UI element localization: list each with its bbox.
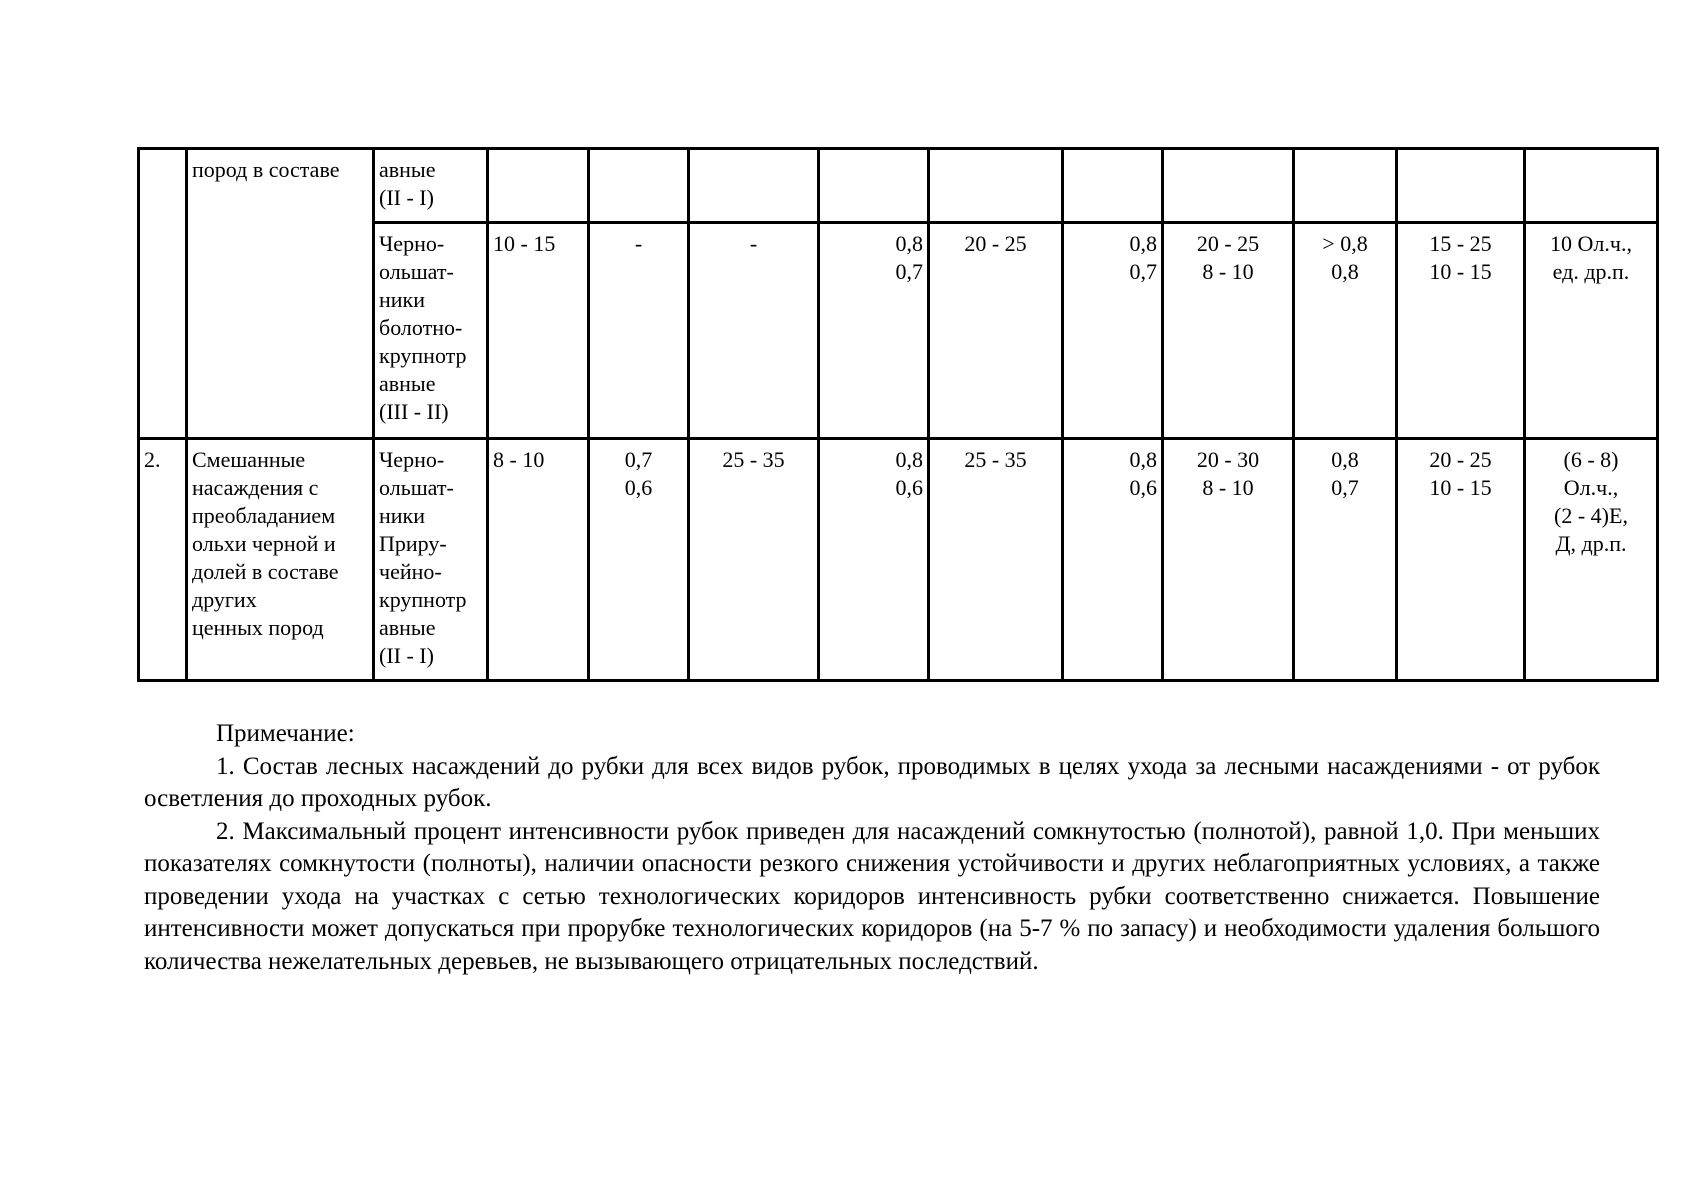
note-item: 1. Состав лесных насаждений до рубки для всех видов рубок, проводимых в целях ухода за лесными насаждениями - от рубок осветления до проходных рубок. [144,752,1600,812]
table-cell: - [589,223,689,439]
table-cell: 0,8 0,6 [819,439,929,681]
forest-type-cell: Черно- ольшат- ники болотно- крупнотр авные (III - II) [374,223,488,439]
table-cell: 10 Ол.ч., ед. др.п. [1525,223,1658,439]
table-cell: 25 - 35 [689,439,819,681]
table-row [139,439,1658,681]
table-cell: 0,8 0,7 [819,223,929,439]
table-cell: > 0,8 0,8 [1294,223,1397,439]
forest-type-cell: Черно- ольшат- ники Приру- чейно- крупнотр авные (II - I) [374,439,488,681]
table-cell: - [689,223,819,439]
table-cell [1397,149,1525,223]
row-number-cell: 2. [139,439,187,681]
table-cell: 0,8 0,7 [1294,439,1397,681]
table-cell: 20 - 25 10 - 15 [1397,439,1525,681]
table-cell [1163,149,1294,223]
table-cell [929,149,1063,223]
table-cell: 0,8 0,7 [1063,223,1163,439]
table-cell [1063,149,1163,223]
stand-name-cell: Смешанные насаждения с преобладанием ольхи черной и долей в составе других ценных пород [187,439,374,681]
table-cell: (6 - 8) Ол.ч., (2 - 4)Е, Д, др.п. [1525,439,1658,681]
table-cell: 0,7 0,6 [589,439,689,681]
table-cell [1525,149,1658,223]
notes-section [144,718,1600,978]
table-cell: 20 - 25 8 - 10 [1163,223,1294,439]
table-cell: 20 - 25 [929,223,1063,439]
notes-heading: Примечание: [216,720,355,747]
table-cell: 8 - 10 [488,439,589,681]
table-cell [819,149,929,223]
note-item: 2. Максимальный процент интенсивности рубок приведен для насаждений сомкнутостью (полнотой), равной 1,0. При меньших показателях сомкнутости (полноты), наличии опасности резкого снижения устойчивости и других неблагоприятных условиях, а также проведении ухода на участках с сетью технологических коридоров интенсивность рубки соответственно снижается. Повышение интенсивности может допускаться при прорубке технологических коридоров (на 5-7 % по запасу) и необходимости удаления большого количества нежелательных деревьев, не вызывающего отрицательных последствий. [144,817,1600,975]
forest-type-cell: авные (II - I) [374,149,488,223]
table-cell: 20 - 30 8 - 10 [1163,439,1294,681]
forest-stand-table [137,147,1659,682]
table-cell [488,149,589,223]
forest-table-container [137,147,1656,682]
table-cell [1294,149,1397,223]
stand-name-cell: пород в составе [187,149,374,439]
table-cell: 25 - 35 [929,439,1063,681]
table-cell: 15 - 25 10 - 15 [1397,223,1525,439]
row-number-cell [139,149,187,439]
table-row [139,149,1658,223]
table-cell [589,149,689,223]
table-cell: 10 - 15 [488,223,589,439]
table-cell [689,149,819,223]
table-cell: 0,8 0,6 [1063,439,1163,681]
